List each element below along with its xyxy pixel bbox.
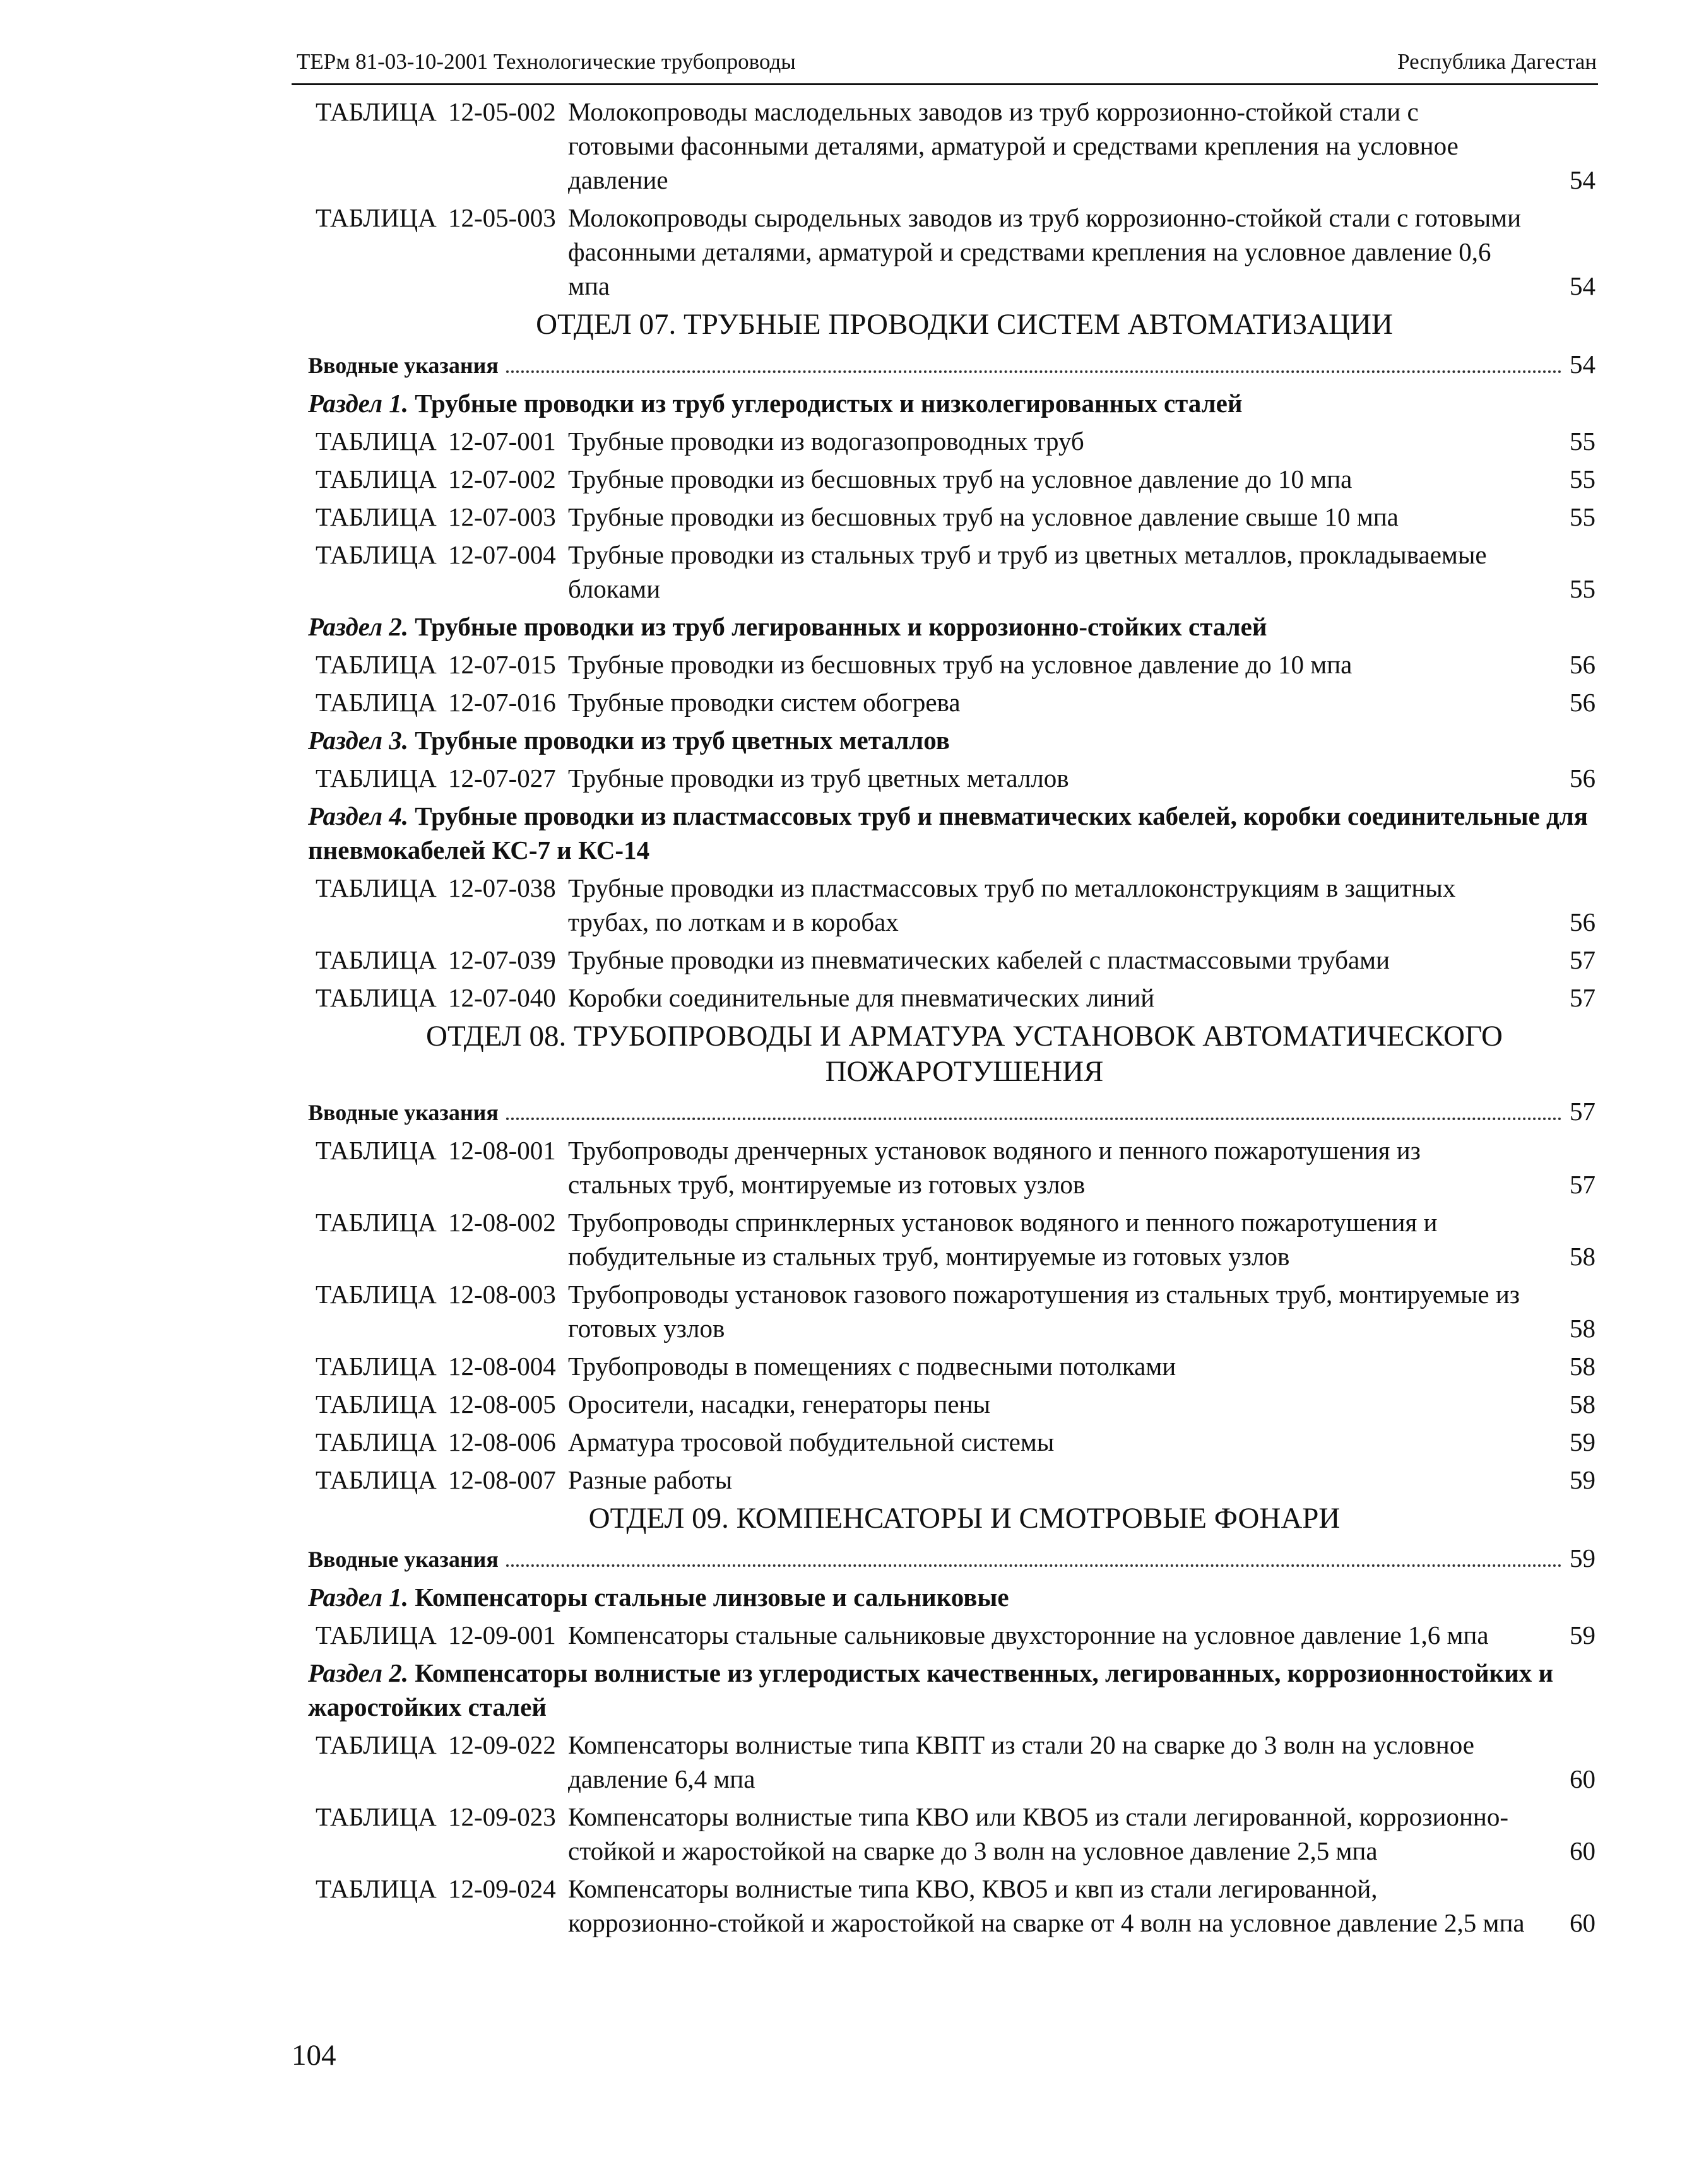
toc-table-entry [308, 201, 1595, 303]
page-ref: 57 [1570, 1170, 1595, 1199]
table-code: 12-07-015 [448, 650, 556, 679]
table-code: 12-07-004 [448, 540, 556, 569]
page-ref: 57 [1570, 983, 1595, 1012]
entry-title: Трубные проводки из бесшовных труб на условное давление до 10 мпа [568, 650, 1353, 679]
header-title: ТЕРм 81-03-10-2001 Технологические трубопроводы [297, 49, 796, 74]
section-prefix: Раздел 1. [308, 389, 408, 418]
entry-label: ТАБЛИЦА [316, 427, 437, 456]
entry-title: Компенсаторы волнистые типа КВО, КВО5 и квп из стали легированной, коррозионно-стойкой и жаростойкой на сварке от 4 волн на условное давление 2,5 мпа [568, 1874, 1525, 1937]
page-ref: 55 [1570, 502, 1595, 531]
section-prefix: Раздел 2. [308, 612, 408, 641]
department-heading: ОТДЕЛ 07. ТРУБНЫЕ ПРОВОДКИ СИСТЕМ АВТОМАТИЗАЦИИ [536, 308, 1393, 341]
page-number: 104 [292, 2039, 336, 2072]
toc-table-entry [308, 1133, 1595, 1201]
entry-title: Молокопроводы маслодельных заводов из труб коррозионно-стойкой стали с готовыми фасонными деталями, арматурой и средствами крепления на условное давление [568, 97, 1459, 194]
table-code: 12-08-002 [448, 1208, 556, 1237]
page-ref: 57 [1570, 945, 1595, 974]
entry-title: Оросители, насадки, генераторы пены [568, 1390, 991, 1419]
page-ref: 55 [1570, 464, 1595, 493]
entry-label: ТАБЛИЦА [316, 764, 437, 793]
table-code: 12-05-003 [448, 203, 556, 232]
page-ref: 56 [1570, 650, 1595, 679]
entry-title: Компенсаторы волнистые типа КВО или КВО5 из стали легированной, коррозионно-стойкой и жаростойкой на сварке до 3 волн на условное давление 2,5 мпа [568, 1802, 1508, 1865]
entry-title: Трубные проводки из пневматических кабелей с пластмассовыми трубами [568, 945, 1390, 974]
entry-label: ТАБЛИЦА [316, 502, 437, 531]
table-code: 12-09-024 [448, 1874, 556, 1903]
section-title: Компенсаторы волнистые из углеродистых качественных, легированных, коррозионностойких и жаростойких сталей [308, 1658, 1554, 1721]
entry-title: Трубные проводки систем обогрева [568, 688, 961, 717]
section-title: Трубные проводки из труб углеродистых и низколегированных сталей [415, 389, 1243, 418]
entry-title: Компенсаторы стальные сальниковые двухсторонние на условное давление 1,6 мпа [568, 1620, 1489, 1650]
section-prefix: Раздел 4. [308, 801, 408, 830]
page-ref: 60 [1570, 1764, 1595, 1793]
entry-label: ТАБЛИЦА [316, 1352, 437, 1381]
section-title: Трубные проводки из труб цветных металлов [415, 726, 950, 755]
entry-label: ТАБЛИЦА [316, 540, 437, 569]
table-code: 12-07-027 [448, 764, 556, 793]
entry-label: ТАБЛИЦА [316, 650, 437, 679]
intro-label: Вводные указания [308, 1100, 499, 1125]
entry-title: Трубопроводы дренчерных установок водяного и пенного пожаротушения из стальных труб, монтируемые из готовых узлов [568, 1136, 1421, 1199]
toc-table-entry [308, 424, 1595, 458]
entry-title: Трубные проводки из бесшовных труб на условное давление свыше 10 мпа [568, 502, 1399, 531]
page-ref: 59 [1570, 1544, 1595, 1573]
toc-table-entry [308, 761, 1595, 795]
toc-table-entry [308, 1205, 1595, 1273]
section-prefix: Раздел 2. [308, 1658, 408, 1687]
page-ref: 59 [1570, 1465, 1595, 1494]
page-ref: 58 [1570, 1390, 1595, 1419]
toc-table-entry [308, 1872, 1595, 1940]
table-code: 12-08-007 [448, 1465, 556, 1494]
section-heading [308, 1580, 1595, 1614]
page-ref: 60 [1570, 1908, 1595, 1937]
entry-label: ТАБЛИЦА [316, 97, 437, 126]
intro-label: Вводные указания [308, 353, 499, 378]
table-code: 12-05-002 [448, 97, 556, 126]
toc-table-entry [308, 1277, 1595, 1345]
entry-title: Компенсаторы волнистые типа КВПТ из стали 20 на сварке до 3 волн на условное давление 6,4 мпа [568, 1730, 1474, 1793]
dot-leader [506, 1099, 1562, 1120]
entry-label: ТАБЛИЦА [316, 1730, 437, 1759]
entry-label: ТАБЛИЦА [316, 1136, 437, 1165]
table-code: 12-09-022 [448, 1730, 556, 1759]
section-heading [308, 610, 1595, 644]
entry-title: Трубопроводы установок газового пожаротушения из стальных труб, монтируемые из готовых узлов [568, 1280, 1520, 1343]
intro-entry [308, 1094, 1595, 1130]
page-ref: 56 [1570, 907, 1595, 936]
toc-table-entry [308, 462, 1595, 496]
section-title: Трубные проводки из труб легированных и коррозионно-стойких сталей [415, 612, 1267, 641]
entry-label: ТАБЛИЦА [316, 1390, 437, 1419]
page-ref: 56 [1570, 688, 1595, 717]
table-code: 12-08-001 [448, 1136, 556, 1165]
entry-title: Трубные проводки из пластмассовых труб по металлоконструкциям в защитных трубах, по лоткам и в коробах [568, 873, 1456, 936]
entry-title: Трубные проводки из труб цветных металлов [568, 764, 1069, 793]
section-heading [308, 723, 1595, 757]
toc-table-entry [308, 871, 1595, 939]
entry-title: Коробки соединительные для пневматических линий [568, 983, 1155, 1012]
department-heading: ОТДЕЛ 09. КОМПЕНСАТОРЫ И СМОТРОВЫЕ ФОНАРИ [588, 1502, 1341, 1535]
entry-label: ТАБЛИЦА [316, 1280, 437, 1309]
section-title: Трубные проводки из пластмассовых труб и пневматических кабелей, коробки соединительные для пневмокабелей КС-7 и КС-14 [308, 801, 1588, 865]
toc-table-entry [308, 1425, 1595, 1459]
entry-label: ТАБЛИЦА [316, 1208, 437, 1237]
page-ref: 59 [1570, 1620, 1595, 1650]
page-ref: 57 [1570, 1097, 1595, 1126]
page-ref: 58 [1570, 1314, 1595, 1343]
toc-table-entry [308, 685, 1595, 719]
table-code: 12-07-016 [448, 688, 556, 717]
entry-title: Трубные проводки из стальных труб и труб из цветных металлов, прокладываемые блоками [568, 540, 1487, 603]
page-ref: 54 [1570, 271, 1595, 300]
dot-leader [506, 351, 1562, 373]
entry-title: Разные работы [568, 1465, 733, 1494]
entry-label: ТАБЛИЦА [316, 688, 437, 717]
entry-label: ТАБЛИЦА [316, 464, 437, 493]
table-code: 12-07-002 [448, 464, 556, 493]
table-code: 12-07-038 [448, 873, 556, 902]
section-prefix: Раздел 3. [308, 726, 408, 755]
table-code: 12-08-003 [448, 1280, 556, 1309]
entry-label: ТАБЛИЦА [316, 1427, 437, 1456]
entry-title: Молокопроводы сыродельных заводов из труб коррозионно-стойкой стали с готовыми фасонными деталями, арматурой и средствами крепления на условное давление 0,6 мпа [568, 203, 1522, 300]
toc-table-entry [308, 981, 1595, 1015]
table-code: 12-07-003 [448, 502, 556, 531]
entry-label: ТАБЛИЦА [316, 1620, 437, 1650]
page-ref: 56 [1570, 764, 1595, 793]
intro-entry [308, 347, 1595, 382]
table-code: 12-09-001 [448, 1620, 556, 1650]
page-ref: 54 [1570, 350, 1595, 379]
toc-table-entry [308, 1618, 1595, 1652]
table-code: 12-09-023 [448, 1802, 556, 1831]
entry-title: Трубопроводы спринклерных установок водяного и пенного пожаротушения и побудительные из стальных труб, монтируемые из готовых узлов [568, 1208, 1438, 1271]
page-ref: 54 [1570, 165, 1595, 194]
header-region: Республика Дагестан [1397, 49, 1597, 74]
toc-table-entry [308, 1387, 1595, 1421]
entry-title: Трубопроводы в помещениях с подвесными потолками [568, 1352, 1176, 1381]
page-ref: 60 [1570, 1836, 1595, 1865]
intro-label: Вводные указания [308, 1547, 499, 1572]
entry-title: Трубные проводки из водогазопроводных труб [568, 427, 1084, 456]
section-title: Компенсаторы стальные линзовые и сальниковые [415, 1583, 1009, 1612]
toc-table-entry [308, 943, 1595, 977]
table-of-contents [308, 95, 1595, 1944]
entry-label: ТАБЛИЦА [316, 203, 437, 232]
section-heading [308, 386, 1595, 420]
toc-table-entry [308, 538, 1595, 606]
page-ref: 59 [1570, 1427, 1595, 1456]
section-heading [308, 799, 1595, 867]
entry-label: ТАБЛИЦА [316, 1465, 437, 1494]
entry-label: ТАБЛИЦА [316, 1802, 437, 1831]
table-code: 12-07-001 [448, 427, 556, 456]
department-heading: ОТДЕЛ 08. ТРУБОПРОВОДЫ И АРМАТУРА УСТАНОВОК АВТОМАТИЧЕСКОГО ПОЖАРОТУШЕНИЯ [426, 1020, 1503, 1088]
section-prefix: Раздел 1. [308, 1583, 408, 1612]
table-code: 12-08-006 [448, 1427, 556, 1456]
section-heading [308, 1656, 1595, 1724]
entry-label: ТАБЛИЦА [316, 1874, 437, 1903]
toc-table-entry [308, 1728, 1595, 1796]
page-ref: 55 [1570, 574, 1595, 603]
intro-entry [308, 1541, 1595, 1576]
page-ref: 58 [1570, 1242, 1595, 1271]
toc-table-entry [308, 500, 1595, 534]
entry-label: ТАБЛИЦА [316, 873, 437, 902]
entry-label: ТАБЛИЦА [316, 983, 437, 1012]
toc-table-entry [308, 647, 1595, 682]
entry-title: Трубные проводки из бесшовных труб на условное давление до 10 мпа [568, 464, 1353, 493]
table-code: 12-08-005 [448, 1390, 556, 1419]
dot-leader [506, 1545, 1562, 1567]
header-rule [292, 83, 1598, 85]
table-code: 12-07-040 [448, 983, 556, 1012]
page-ref: 55 [1570, 427, 1595, 456]
toc-table-entry [308, 1463, 1595, 1497]
toc-table-entry [308, 1800, 1595, 1868]
entry-label: ТАБЛИЦА [316, 945, 437, 974]
table-code: 12-07-039 [448, 945, 556, 974]
entry-title: Арматура тросовой побудительной системы [568, 1427, 1055, 1456]
toc-table-entry [308, 95, 1595, 197]
toc-table-entry [308, 1349, 1595, 1383]
running-header [297, 49, 1597, 74]
page-ref: 58 [1570, 1352, 1595, 1381]
table-code: 12-08-004 [448, 1352, 556, 1381]
